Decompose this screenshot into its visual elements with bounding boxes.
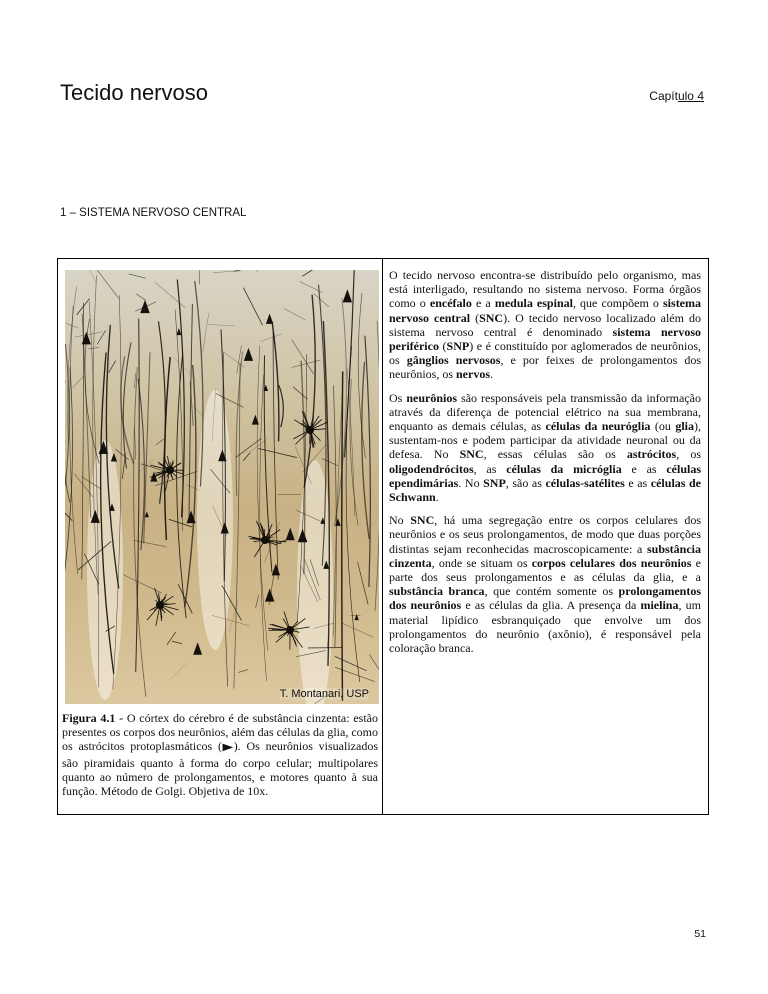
text-run: . No bbox=[458, 475, 484, 490]
text-run: , que compõem o bbox=[572, 296, 664, 311]
dendrite bbox=[208, 325, 235, 326]
dendrite bbox=[187, 485, 200, 491]
chapter-label-underlined: ulo 4 bbox=[677, 89, 704, 103]
neuron-fiber bbox=[177, 355, 187, 618]
text-run: , são as bbox=[505, 475, 546, 490]
text-run: ). O tecido nervoso localizado além do sistema nervoso central é denominado bbox=[389, 310, 701, 339]
dendrite bbox=[109, 361, 116, 373]
bold-term: prolongamentos dos neurônios bbox=[389, 584, 701, 613]
bold-term: corpos celulares dos neurônios bbox=[531, 555, 692, 570]
dendrite bbox=[342, 623, 373, 637]
dendrite bbox=[155, 282, 185, 307]
bold-term: células-satélites bbox=[545, 475, 625, 490]
dendrite bbox=[313, 293, 329, 307]
text-run: , os bbox=[676, 447, 701, 462]
dendrite bbox=[167, 632, 176, 645]
text-run: . bbox=[435, 490, 439, 505]
text-run: e a bbox=[471, 296, 495, 311]
dendrite bbox=[129, 274, 146, 278]
text-run: . bbox=[490, 367, 493, 382]
bold-term: substância cinzenta bbox=[389, 541, 701, 570]
bold-term: medula espinal bbox=[494, 296, 573, 311]
dendrite bbox=[369, 654, 379, 679]
cell-body bbox=[140, 300, 150, 313]
text-run: No bbox=[389, 513, 411, 528]
bold-term: SNC bbox=[479, 310, 504, 325]
cell-body bbox=[252, 415, 259, 425]
astrocyte bbox=[156, 601, 164, 609]
cell-body bbox=[176, 328, 181, 335]
chapter-label: Capít bbox=[649, 89, 678, 103]
pale-band bbox=[297, 460, 333, 704]
neuron-fiber bbox=[375, 321, 379, 612]
astrocyte bbox=[166, 466, 174, 474]
bold-term: astrócitos bbox=[626, 447, 677, 462]
text-run: , essas células são os bbox=[483, 447, 627, 462]
dendrite bbox=[243, 453, 250, 461]
dendrite bbox=[135, 427, 136, 460]
dendrite bbox=[136, 294, 146, 300]
bold-term: SNC bbox=[459, 447, 484, 462]
neuron-fiber bbox=[350, 379, 358, 526]
text-run: (ou bbox=[650, 419, 676, 434]
dendrite bbox=[74, 474, 93, 497]
dendrite bbox=[116, 449, 129, 460]
text-run: ( bbox=[438, 339, 447, 354]
text-run: e as bbox=[621, 461, 667, 476]
bold-term: SNP bbox=[446, 339, 470, 354]
body-text-column bbox=[389, 268, 701, 664]
dendrite bbox=[213, 271, 241, 273]
dendrite bbox=[285, 309, 306, 321]
cell-body bbox=[266, 314, 273, 324]
neuron-illustration bbox=[65, 270, 379, 704]
bold-term: neurônios bbox=[406, 390, 458, 405]
bold-term: nervos bbox=[456, 367, 490, 382]
dendrite bbox=[292, 360, 321, 368]
text-run: , um material lipídico esbranquiçado que envolve um dos prolongamentos do neurônio (axônio), é responsável pela coloração branca. bbox=[389, 598, 701, 656]
dendrite bbox=[257, 270, 258, 273]
chapter-number bbox=[649, 89, 704, 103]
bold-term: oligodendrócitos bbox=[389, 461, 474, 476]
text-run: são responsáveis pela transmissão da informação através da diferença de potencial elétrico na sua membrana, enquanto as demais células, as bbox=[389, 390, 701, 434]
dendrite bbox=[122, 454, 125, 479]
bold-term: sistema nervoso central bbox=[389, 296, 702, 325]
dendrite bbox=[193, 405, 204, 418]
neuron-fiber bbox=[121, 356, 134, 464]
bold-term: células ependimárias bbox=[389, 461, 701, 490]
dendrite bbox=[258, 449, 297, 458]
cell-body bbox=[343, 289, 352, 302]
bold-term: células da micróglia bbox=[506, 461, 622, 476]
text-run: e as células da glia. A presença da bbox=[461, 598, 641, 613]
dendrite bbox=[358, 562, 369, 604]
dendrite bbox=[75, 332, 102, 337]
dendrite bbox=[135, 373, 136, 388]
neuron-fiber bbox=[70, 306, 78, 574]
dendrite bbox=[293, 387, 307, 399]
text-run: , as bbox=[473, 461, 507, 476]
bold-term: mielina bbox=[640, 598, 679, 613]
bold-term: encéfalo bbox=[429, 296, 472, 311]
dendrite bbox=[156, 439, 164, 445]
text-run: , que contém somente os bbox=[484, 584, 619, 599]
cell-body bbox=[354, 614, 358, 620]
neuron-fiber bbox=[234, 363, 240, 689]
dendrite bbox=[73, 376, 84, 388]
text-run: ) e é constituído por aglomerados de neurônios, os bbox=[389, 339, 701, 368]
bold-term: SNC bbox=[410, 513, 435, 528]
dendrite bbox=[229, 599, 238, 633]
cell-body bbox=[145, 511, 149, 517]
dendrite bbox=[123, 575, 162, 593]
neuron-fiber bbox=[177, 280, 184, 518]
caption-label: Figura 4.1 - bbox=[62, 711, 124, 725]
astrocyte bbox=[306, 426, 314, 434]
cell-body bbox=[265, 588, 274, 601]
text-run: , onde se situam os bbox=[431, 555, 532, 570]
text-run: , há uma segregação entre os corpos celulares dos neurônios e os seus prolongamentos, de modo que duas porções distintas sejam reconhecidas macroscopicamente: a bbox=[389, 513, 701, 556]
dendrite bbox=[292, 340, 314, 375]
neuron-fiber bbox=[260, 375, 267, 681]
bold-term: substância branca bbox=[389, 584, 485, 599]
text-run: ( bbox=[470, 310, 480, 325]
figure-caption bbox=[62, 711, 378, 798]
micrograph-image bbox=[65, 270, 379, 704]
caption-text-1: O córtex do cérebro é de substância cinzenta: estão presentes os corpos dos neurônios, além das células da glia, como os astrócitos protoplasmáticos ( bbox=[62, 711, 378, 754]
cell-body bbox=[272, 564, 280, 576]
caption-text-2: ). Os neurônios visualizados são piramidais quanto à forma do corpo celular; multipolares quanto ao número de prolongamentos, e motores quanto à sua função. Método de Golgi. Objetiva de 10x. bbox=[62, 739, 379, 799]
astrocyte bbox=[286, 626, 294, 634]
dendrite bbox=[302, 270, 335, 276]
chapter-title: Tecido nervoso bbox=[60, 80, 208, 105]
dendrite bbox=[256, 595, 259, 608]
text-run: Os bbox=[389, 390, 407, 405]
text-run: , e por feixes de prolongamentos dos neurônios, os bbox=[389, 353, 702, 382]
paragraph-3 bbox=[389, 513, 701, 655]
text-run: O tecido nervoso encontra-se distribuído pelo organismo, mas está interligado, resultando no sistema nervoso. Forma órgãos como o bbox=[389, 268, 701, 311]
cell-body bbox=[244, 348, 253, 361]
cell-body bbox=[193, 642, 202, 654]
dendrite bbox=[83, 270, 97, 283]
page-number: 51 bbox=[694, 928, 706, 940]
dendrite bbox=[203, 313, 209, 352]
bold-term: gânglios nervosos bbox=[406, 353, 501, 368]
neuron-fiber bbox=[342, 371, 343, 700]
bold-term: sistema nervoso periférico bbox=[389, 324, 701, 354]
paragraph-2 bbox=[389, 391, 701, 505]
dendrite bbox=[170, 663, 186, 679]
dendrite bbox=[221, 350, 244, 367]
dendrite bbox=[172, 641, 182, 644]
dendrite bbox=[199, 270, 200, 284]
arrowhead-icon: ▶ bbox=[222, 742, 234, 754]
text-run: e as bbox=[624, 475, 651, 490]
astrocyte bbox=[261, 536, 269, 544]
column-divider bbox=[382, 259, 383, 814]
dendrite bbox=[97, 270, 119, 298]
bold-term: células de Schwann bbox=[389, 475, 702, 505]
photo-credit: T. Montanari, USP bbox=[279, 688, 369, 700]
section-heading: 1 – SISTEMA NERVOSO CENTRAL bbox=[60, 207, 247, 219]
bold-term: SNP bbox=[483, 475, 506, 490]
neuron-fiber bbox=[365, 336, 370, 587]
dendrite bbox=[335, 667, 375, 681]
dendrite bbox=[238, 670, 248, 673]
neuron-fiber bbox=[164, 357, 170, 540]
dendrite bbox=[243, 288, 262, 326]
text-run: ), sustentam-nos e podem participar da atividade neuronal ou da defesa. No bbox=[389, 419, 701, 462]
text-run: e parte dos seus prolongamentos e as células da glia, e a bbox=[389, 555, 701, 585]
paragraph-1 bbox=[389, 268, 701, 382]
bold-term: células da neuróglia bbox=[545, 419, 651, 434]
dendrite bbox=[260, 334, 282, 342]
cell-body bbox=[286, 528, 295, 541]
bold-term: glia bbox=[675, 419, 694, 434]
